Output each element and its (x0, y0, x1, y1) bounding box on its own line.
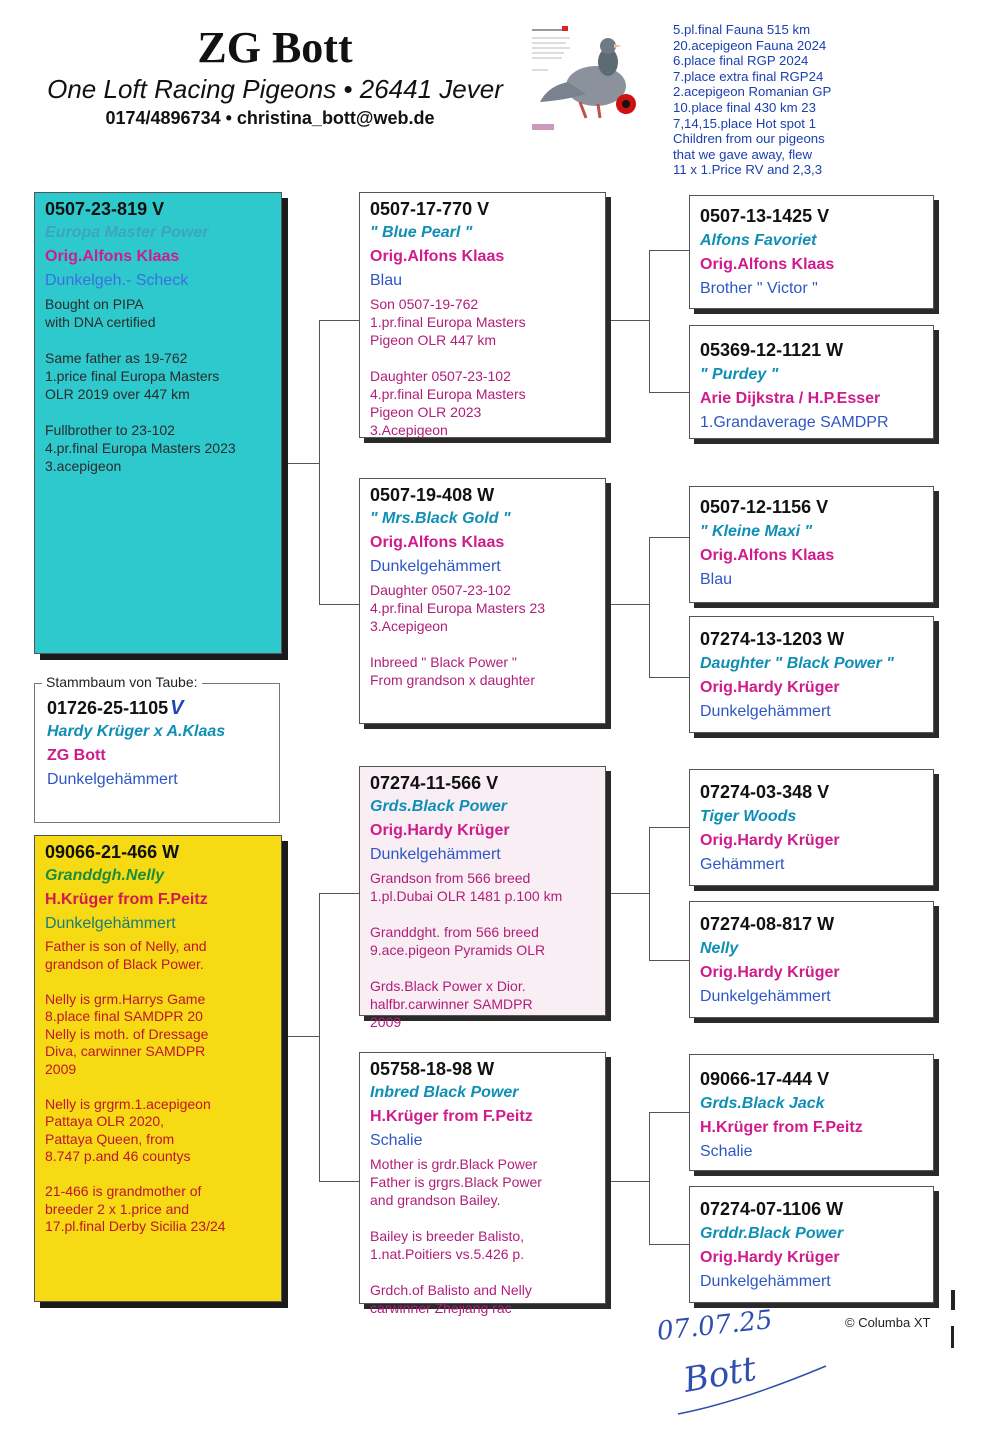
breeder-name: Orig.Hardy Krüger (700, 832, 840, 849)
pigeon-color: Schalie (370, 1132, 423, 1149)
connector-line (319, 320, 359, 321)
ring-number: 0507-17-770 V (370, 199, 490, 219)
ring-number: 05369-12-1121 W (700, 340, 844, 360)
ring-number: 09066-21-466 W (45, 842, 180, 862)
pigeon-name: " Mrs.Black Gold " (370, 510, 511, 527)
breeder-name: H.Krüger from F.Peitz (700, 1119, 863, 1136)
pigeon-notes: Bought on PIPA with DNA certified Same father as 19-762 1.price final Europa Masters OLR 2019 over 447 km Fullbrother to 23-102 4.pr.final Europa Masters 2023 3.acepigeon (45, 296, 236, 474)
pigeon-name: Grddr.Black Power (700, 1225, 844, 1242)
connector-line (649, 392, 689, 393)
pigeon-name: Daughter " Black Power " (700, 655, 894, 672)
handwritten-signature (650, 1305, 840, 1420)
achievement-item: Children from our pigeons (673, 131, 825, 147)
breeder-name: Orig.Alfons Klaas (700, 547, 835, 564)
pigeon-color: Blau (370, 272, 403, 289)
connector-line (649, 537, 650, 677)
breeder-name: Orig.Alfons Klaas (370, 534, 505, 551)
pigeon-name: Alfons Favoriet (700, 232, 817, 249)
pigeon-notes: Mother is grdr.Black Power Father is grgrs.Black Power and grandson Bailey. Bailey is breeder Balisto, 1.nat.Poitiers vs.5.426 p. Grdch.of Balisto and Nelly carwinner Zhejiang rac (370, 1156, 542, 1316)
pigeon-color: Dunkelgehämmert (700, 703, 831, 720)
great-grandparent-card (689, 195, 934, 309)
ring-number: 0507-12-1156 V (700, 497, 829, 517)
check-mark-icon: V (170, 697, 184, 719)
pigeon-name: " Blue Pearl " (370, 224, 473, 241)
connector-line (649, 250, 689, 251)
pigeon-color: Dunkelgehämmert (700, 988, 831, 1005)
ring-number: 07274-07-1106 W (700, 1199, 844, 1219)
signature-date: 07.07.25 (655, 1305, 774, 1347)
ring-number: 0507-23-819 V (45, 199, 165, 219)
connector-line (610, 320, 650, 321)
pigeon-color: Blau (700, 571, 733, 588)
great-grandparent-card (689, 486, 934, 603)
dam-card (34, 835, 282, 1302)
pigeon-name: " Purdey " (700, 366, 779, 383)
ring-number: 05758-18-98 W (370, 1059, 495, 1079)
connector-line (649, 1112, 650, 1244)
pigeon-color: Dunkelgeh.- Scheck (45, 272, 189, 289)
great-grandparent-card (689, 616, 934, 733)
ring-number: 0507-13-1425 V (700, 206, 830, 226)
breeder-name: Orig.Hardy Krüger (700, 1249, 840, 1266)
breeder-name: Orig.Hardy Krüger (700, 964, 840, 981)
loft-contact: 0174/4896734 • christina_bott@web.de (105, 108, 435, 128)
connector-line (610, 893, 650, 894)
achievement-item: 7,14,15.place Hot spot 1 (673, 115, 816, 131)
pigeon-name: Nelly (700, 940, 739, 957)
great-grandparent-card (689, 901, 934, 1018)
signature-name: Bott (680, 1348, 760, 1401)
ring-number: 07274-08-817 W (700, 914, 835, 934)
pigeon-notes: Father is son of Nelly, and grandson of Black Power. Nelly is grm.Harrys Game 8.place final SAMDPR 20 Nelly is moth. of Dressage Diva, carwinner SAMDPR 2009 Nelly is grgrm.1.acepigeon Pattaya OLR 2020, Pattaya Queen, from 8.747 p.and 46 countys 21-466 is grandmother of breeder 2 x 1.price and 17.pl.final Derby Sicilia 23/24 (45, 938, 226, 1234)
connector-line (319, 893, 359, 894)
dam-dam-card (359, 1052, 606, 1316)
achievement-item: 11 x 1.Price RV and 2,3,3 (673, 162, 823, 178)
pigeon-name: " Kleine Maxi " (700, 523, 813, 540)
connector-line (649, 960, 689, 961)
connector-line (649, 827, 689, 828)
pigeon-name: Europa Master Power (45, 224, 209, 241)
pigeon-notes: Daughter 0507-23-102 4.pr.final Europa Masters 23 3.Acepigeon Inbreed " Black Power " From grandson x daughter (370, 582, 546, 688)
connector-line (319, 604, 359, 605)
connector-line (610, 604, 650, 605)
pigeon-photo (526, 22, 638, 136)
achievement-item: 6.place final RGP 2024 (673, 53, 809, 69)
sire-card (34, 192, 282, 654)
pigeon-color: Dunkelgehämmert (370, 846, 501, 863)
sire-dam-card (359, 478, 606, 724)
connector-line (649, 1244, 689, 1245)
pigeon-color: 1.Grandaverage SAMDPR (700, 414, 889, 431)
ring-number: 01726-25-1105 (47, 698, 169, 718)
breeder-name: H.Krüger from F.Peitz (45, 891, 208, 908)
breeder-name: H.Krüger from F.Peitz (370, 1108, 533, 1125)
pigeon-name: Tiger Woods (700, 808, 797, 825)
breeder-name: Orig.Alfons Klaas (45, 248, 180, 265)
breeder-name: Orig.Alfons Klaas (370, 248, 505, 265)
ring-number: 07274-13-1203 W (700, 629, 845, 649)
pigeon-color: Dunkelgehämmert (47, 771, 178, 788)
pigeon-color: Schalie (700, 1143, 753, 1160)
great-grandparent-card (689, 1186, 934, 1303)
breeder-name: Orig.Alfons Klaas (700, 256, 835, 273)
pigeon-name: Grds.Black Jack (700, 1095, 825, 1112)
subject-caption: Stammbaum von Taube: (42, 674, 202, 690)
pigeon-color: Gehämmert (700, 856, 785, 873)
loft-name: ZG Bott (197, 23, 353, 72)
ring-number: 0507-19-408 W (370, 485, 495, 505)
breeder-name: ZG Bott (47, 747, 106, 764)
connector-line (649, 1112, 689, 1113)
pigeon-name: Inbred Black Power (370, 1084, 519, 1101)
achievement-item: 5.pl.final Fauna 515 km (673, 22, 811, 37)
connector-line (649, 827, 650, 960)
achievement-item: 7.place extra final RGP24 (673, 68, 824, 84)
loft-tagline: One Loft Racing Pigeons • 26441 Jever (47, 74, 503, 104)
great-grandparent-card (689, 769, 934, 886)
achievement-item: 20.acepigeon Fauna 2024 (673, 37, 827, 53)
achievement-item: that we gave away, flew (673, 146, 813, 162)
copyright-text: © Columba XT (845, 1315, 931, 1330)
connector-line (282, 463, 320, 464)
subject-card (34, 683, 280, 823)
connector-line (649, 677, 689, 678)
achievement-item: 10.place final 430 km 23 (673, 99, 816, 115)
ring-number: 07274-03-348 V (700, 782, 830, 802)
pigeon-name: Hardy Krüger x A.Klaas (47, 723, 226, 740)
breeder-name: Arie Dijkstra / H.P.Esser (700, 390, 881, 407)
connector-line (319, 1181, 359, 1182)
great-grandparent-card (689, 1054, 934, 1171)
breeder-name: Orig.Hardy Krüger (370, 822, 510, 839)
connector-line (319, 320, 320, 604)
connector-line (319, 893, 320, 1181)
scan-mark (951, 1326, 954, 1348)
subject-ring (47, 696, 267, 720)
ring-number: 09066-17-444 V (700, 1069, 830, 1089)
breeder-name: Orig.Hardy Krüger (700, 679, 840, 696)
pigeon-notes: Grandson from 566 breed 1.pl.Dubai OLR 1481 p.100 km Granddght. from 566 breed 9.ace.pigeon Pyramids OLR Grds.Black Power x Dior. halfbr.carwinner SAMDPR 2009 (370, 870, 563, 1030)
pigeon-color: Dunkelgehämmert (45, 915, 176, 932)
connector-line (610, 1181, 650, 1182)
pigeon-color: Dunkelgehämmert (700, 1273, 831, 1290)
connector-line (649, 250, 650, 392)
connector-line (282, 1036, 320, 1037)
connector-line (649, 537, 689, 538)
pigeon-name: Grds.Black Power (370, 798, 507, 815)
achievement-item: 2.acepigeon Romanian GP (673, 84, 832, 100)
pigeon-color: Brother " Victor " (700, 280, 818, 297)
achievements-list (673, 22, 973, 178)
scan-mark (951, 1290, 955, 1310)
pigeon-notes: Son 0507-19-762 1.pr.final Europa Masters Pigeon OLR 447 km Daughter 0507-23-102 4.pr.final Europa Masters Pigeon OLR 2023 3.Acepigeon (370, 296, 526, 438)
sire-sire-card (359, 192, 606, 438)
ring-number: 07274-11-566 V (370, 773, 499, 793)
pigeon-name: Granddgh.Nelly (45, 867, 165, 884)
pigeon-color: Dunkelgehämmert (370, 558, 501, 575)
dam-sire-card (359, 766, 606, 1030)
great-grandparent-card (689, 325, 934, 439)
